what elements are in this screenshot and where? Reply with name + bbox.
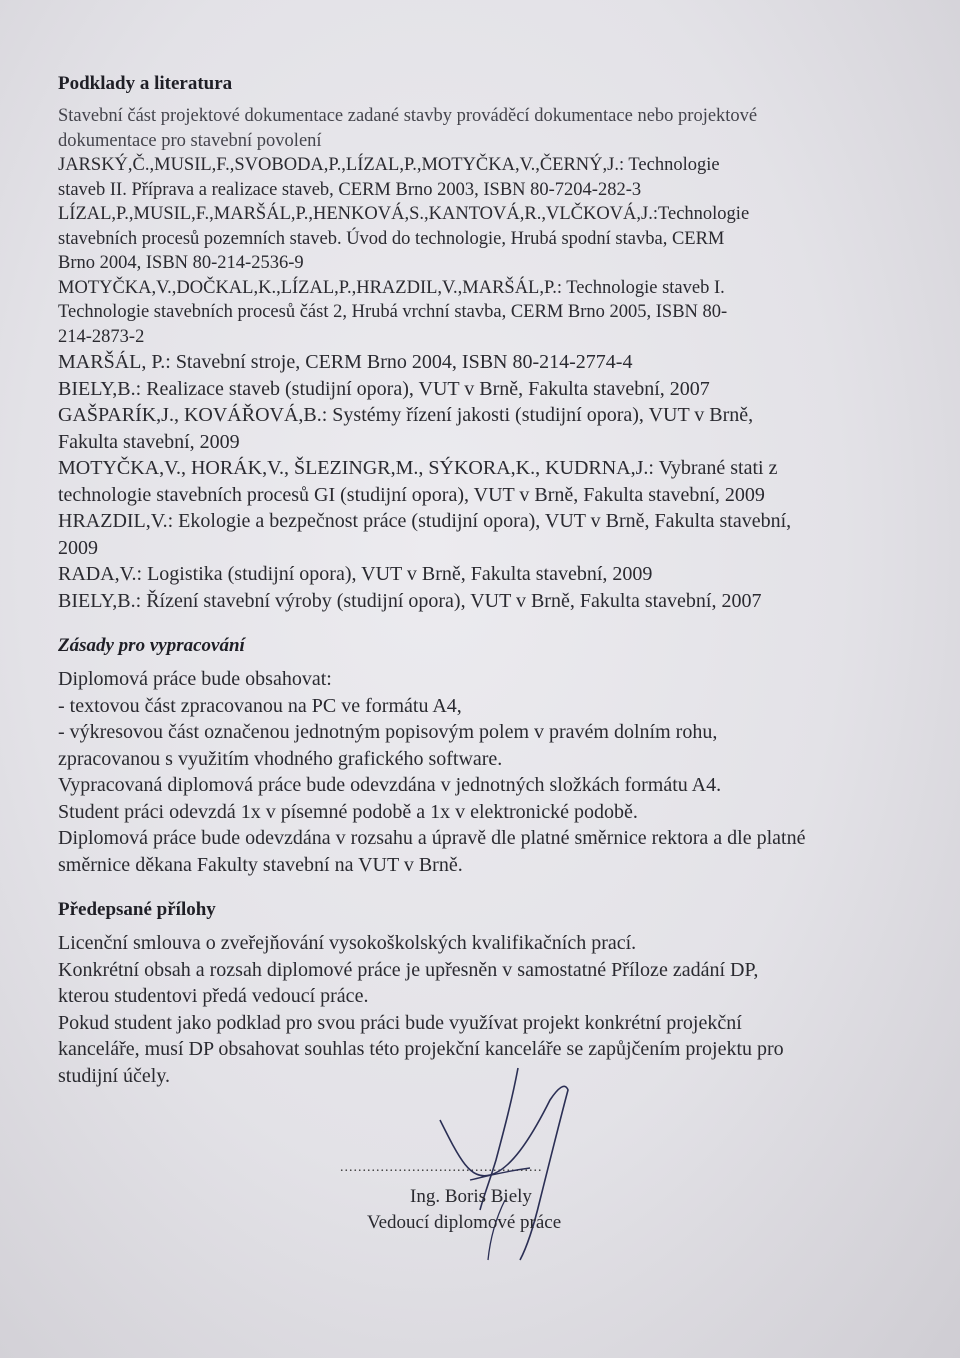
literature-line: LÍZAL,P.,MUSIL,F.,MARŠÁL,P.,HENKOVÁ,S.,KANTOVÁ,R.,VLČKOVÁ,J.:Technologie [58,204,750,224]
literature-list [58,104,898,614]
literature-line: BIELY,B.: Řízení stavební výroby (studijní opora), VUT v Brně, Fakulta stavební, 2007 [58,589,762,612]
principles-line: zpracovanou s využitím vhodného grafického software. [58,747,503,770]
attachments-line: kterou studentovi předá vedoucí práce. [58,985,369,1007]
principles-line: směrnice děkana Fakulty stavební na VUT v Brně. [58,853,463,876]
literature-line: 214-2873-2 [58,326,145,347]
literature-line: staveb II. Příprava a realizace staveb, CERM Brno 2003, ISBN 80-7204-282-3 [58,179,642,200]
literature-line: MOTYČKA,V., HORÁK,V., ŠLEZINGR,M., SÝKORA,K., KUDRNA,J.: Vybrané stati z [58,457,778,479]
principles-line: Vypracovaná diplomová práce bude odevzdána v jednotných složkách formátu A4. [58,774,722,796]
document-content [58,72,898,1089]
principles-line: Diplomová práce bude odevzdána v rozsahu a úpravě dle platné směrnice rektora a dle platné [58,827,806,849]
attachments-line: Pokud student jako podklad pro svou práci bude využívat projekt konkrétní projekční [58,1011,742,1034]
literature-line: technologie stavebních procesů GI (studijní opora), VUT v Brně, Fakulta stavební, 2009 [58,483,765,506]
signature-dotted-line: ............................................. [340,1160,543,1175]
signature-role: Vedoucí diplomové práce [367,1212,562,1233]
literature-line: dokumentace pro stavební povolení [58,130,322,151]
principles-line: Diplomová práce bude obsahovat: [58,668,332,690]
principles-list [58,666,898,878]
attachments-line: Licenční smlouva o zveřejňování vysokoškolských kvalifikačních prací. [58,932,637,954]
literature-line: HRAZDIL,V.: Ekologie a bezpečnost práce (studijní opora), VUT v Brně, Fakulta stavební, [58,510,792,532]
literature-line: BIELY,B.: Realizace staveb (studijní opora), VUT v Brně, Fakulta stavební, 2007 [58,377,710,400]
attachments-line: studijní účely. [58,1064,171,1087]
literature-line: Brno 2004, ISBN 80-214-2536-9 [58,253,304,273]
literature-line: 2009 [58,536,98,559]
attachments-line: kanceláře, musí DP obsahovat souhlas této projekční kanceláře se zapůjčením projektu pro [58,1038,784,1060]
literature-line: stavebních procesů pozemních staveb. Úvod do technologie, Hrubá spodní stavba, CERM [58,228,725,249]
literature-line: Stavební část projektové dokumentace zadané stavby prováděcí dokumentace nebo projektové [58,106,758,126]
literature-line: MOTYČKA,V.,DOČKAL,K.,LÍZAL,P.,HRAZDIL,V.,MARŠÁL,P.: Technologie staveb I. [58,277,725,298]
principles-line: - textovou část zpracovanou na PC ve formátu A4, [58,694,462,717]
literature-line: JARSKÝ,Č.,MUSIL,F.,SVOBODA,P.,LÍZAL,P.,MOTYČKA,V.,ČERNÝ,J.: Technologie [58,155,720,175]
literature-line: GAŠPARÍK,J., KOVÁŘOVÁ,B.: Systémy řízení jakosti (studijní opora), VUT v Brně, [58,404,754,426]
literature-line: RADA,V.: Logistika (studijní opora), VUT v Brně, Fakulta stavební, 2009 [58,563,653,585]
principles-line: Student práci odevzdá 1x v písemné podobě a 1x v elektronické podobě. [58,800,638,823]
literature-line: MARŠÁL, P.: Stavební stroje, CERM Brno 2004, ISBN 80-214-2774-4 [58,351,633,373]
handwritten-signature-icon [400,1060,600,1280]
signature-block [340,1060,640,1280]
literature-line: Fakulta stavební, 2009 [58,430,240,453]
literature-heading: Podklady a literatura [58,73,233,94]
attachments-line: Konkrétní obsah a rozsah diplomové práce je upřesněn v samostatné Příloze zadání DP, [58,958,759,981]
attachments-heading: Předepsané přílohy [58,899,216,920]
literature-line: Technologie stavebních procesů část 2, Hrubá vrchní stavba, CERM Brno 2005, ISBN 80- [58,302,728,322]
principles-heading: Zásady pro vypracování [58,635,245,656]
signature-name: Ing. Boris Biely [410,1186,532,1207]
principles-line: - výkresovou část označenou jednotným popisovým polem v pravém dolním rohu, [58,721,718,743]
